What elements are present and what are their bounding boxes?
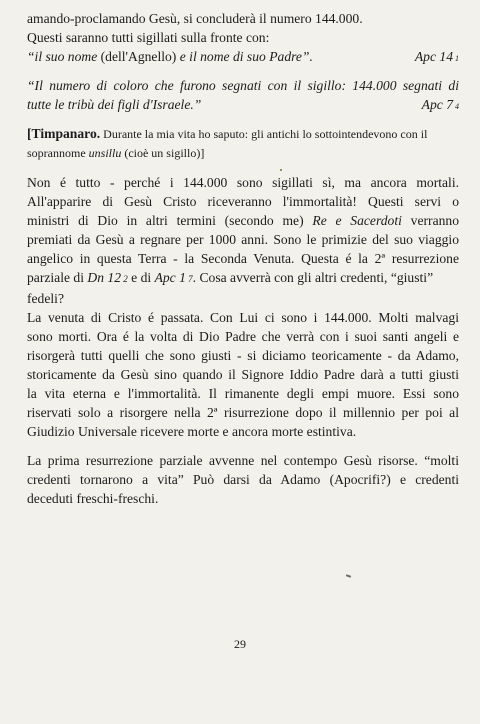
note-text: (cioè un sigillo)]	[121, 146, 205, 160]
text-line: Giudizio Universale ricevere morte e ancora morte estintiva.	[27, 424, 357, 439]
text-line: risorgerà tutti quelli che sono giusti - si diciamo teoricamente - da Adamo,	[27, 348, 459, 363]
text-span: ministri di Dio in altri termini (secondo me)	[27, 213, 313, 228]
text-line: deceduti freschi-freschi.	[27, 491, 159, 506]
text-line: sono morti. Ora é la volta di Dio Padre che verrà con i suoi santi angeli e	[27, 329, 459, 344]
quote-line	[27, 95, 459, 114]
scripture-reference	[415, 47, 459, 68]
text-line: All'apparire di Gesù Cristo riceveranno l'immortalità! Questi servi o	[27, 194, 459, 209]
text-line: Questi saranno tutti sigillati sulla fronte con:	[27, 30, 270, 45]
scripture-reference	[422, 95, 459, 116]
text-line: riservati solo a risorgere nella 2ª risurrezione dopo il millennio per poi al	[27, 405, 459, 420]
paragraph-coming	[27, 308, 459, 441]
text-line: storicamente da Gesù sino quando il Signore Iddio Padre darà a tutti giusti	[27, 367, 459, 382]
quote-text: tutte le tribù dei figli d'Israele.”	[27, 97, 202, 112]
text-line: premiati da Gesù a regnare per 1000 anni. Sono le primizie del suo viaggio	[27, 232, 459, 247]
text-span: . Cosa avverrà con gli altri credenti, “giusti”	[192, 270, 434, 285]
paper-speck	[346, 574, 351, 578]
text-line: angelico in questa Terra - la Seconda Venuta. Questa é la 2ª resurrezione	[27, 251, 459, 266]
text-line: la vita eterna e l'immortalità. Il rimanente degli empi muore. Essi sono	[27, 386, 459, 401]
paragraph-immortality	[27, 173, 459, 308]
quote-block	[27, 76, 459, 114]
bracket-note	[27, 124, 459, 163]
reference-verse: 7	[185, 274, 193, 284]
text-line	[27, 211, 459, 230]
body-text	[27, 9, 459, 508]
quote-note: (dell'Agnello)	[97, 49, 180, 64]
text-line: La prima resurrezione parziale avvenne nel contempo Gesù risorse. “molti	[27, 453, 459, 468]
quote-text: e il nome di suo Padre”.	[179, 49, 313, 64]
text-line: Non é tutto - perché i 144.000 sono sigillati sì, ma ancora mortali.	[27, 175, 459, 190]
reference-verse: 4	[453, 102, 459, 111]
text-line: La venuta di Cristo é passata. Con Lui ci sono i 144.000. Molti malvagi	[27, 310, 459, 325]
paper-speck	[280, 169, 282, 171]
text-span: verranno	[401, 213, 459, 228]
note-line	[27, 124, 459, 144]
text-span: parziale di	[27, 270, 88, 285]
note-author: [Timpanaro.	[27, 126, 101, 141]
paragraph-intro	[27, 9, 459, 66]
scripture-reference: Dn 12	[87, 270, 121, 285]
reference-book: Apc 14	[414, 49, 453, 64]
note-line	[27, 144, 459, 163]
note-text: soprannome	[27, 146, 89, 160]
note-text: Durante la mia vita ho saputo: gli antichi lo sottointendevono con il	[100, 127, 428, 141]
note-term: unsillu	[88, 146, 122, 160]
text-line	[27, 268, 459, 289]
scripture-reference: Apc 1	[154, 270, 186, 285]
page-number: 29	[234, 637, 246, 651]
quote-line	[27, 47, 459, 66]
reference-verse: 1	[453, 54, 459, 63]
text-line: fedeli?	[27, 291, 64, 306]
quote-text: “il suo nome	[27, 49, 98, 64]
quote-line: “Il numero di coloro che furono segnati con il sigillo: 144.000 segnati di	[27, 78, 459, 93]
text-line: amando-proclamando Gesù, si concluderà il numero 144.000.	[27, 11, 363, 26]
reference-book: Apc 7	[421, 97, 453, 112]
text-line: credenti tornarono a vita” Può darsi da Adamo (Apocrifi?) e credenti	[27, 472, 459, 487]
paragraph-first-resurrection	[27, 451, 459, 508]
text-span: e di	[127, 270, 155, 285]
emphasis-text: Re e Sacerdoti	[312, 213, 402, 228]
reference-verse: 2	[121, 274, 128, 284]
